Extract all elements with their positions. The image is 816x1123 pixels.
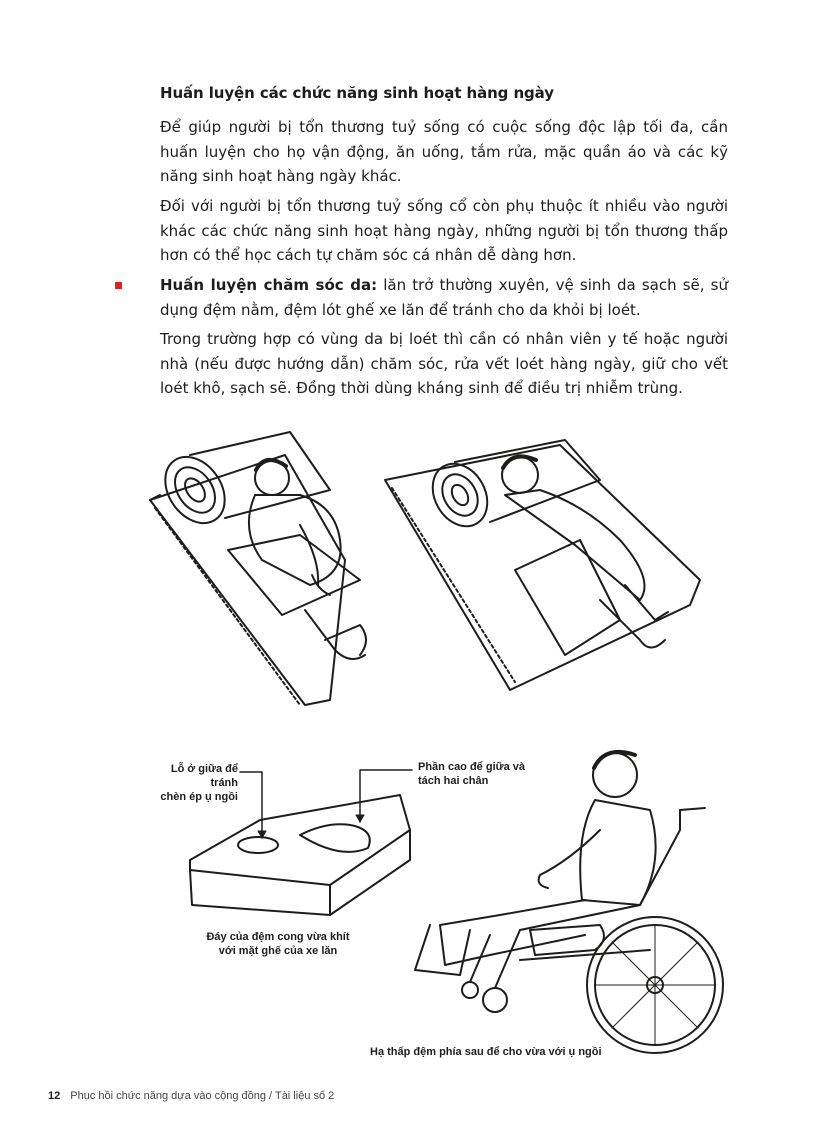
caption-lower-back: Hạ thấp đệm phía sau để cho vừa với ụ ngồi [370,1046,602,1058]
page-number: 12 [48,1090,61,1102]
caption-base: Đáy của đệm cong vừa khít với mặt ghế của xe lăn [206,931,350,957]
paragraph-text: Để giúp người bị tổn thương tuỷ sống có cuộc sống độc lập tối đa, cần huấn luyện cho họ vận động, ăn uống, tắm rửa, mặc quần áo và các kỹ năng sinh hoạt hàng ngày khác. [160,118,728,185]
bullet-text: lăn trở thường xuyên, vệ sinh da sạch sẽ, sử dụng đệm nằm, đệm lót ghế xe lăn để tránh cho da khỏi bị loét. [160,276,728,319]
caption-ridge: Phần cao để giữa và tách hai chân [418,761,526,787]
bullet-lead: Huấn luyện chăm sóc da: [160,276,378,294]
paragraph-text: Đối với người bị tổn thương tuỷ sống cổ còn phụ thuộc ít nhiều vào người khác các chức năng sinh hoạt hàng ngày, những người bị tổn thương thấp hơn có thể học cách tự chăm sóc cá nhân dễ dàng hơn. [160,197,728,264]
paragraph-text: Trong trường hợp có vùng da bị loét thì cần có nhân viên y tế hoặc người nhà (nếu được hướng dẫn) chăm sóc, rửa vết loét hàng ngày, giữ cho vết loét khô, sạch sẽ. Đồng thời dùng kháng sinh để điều trị nhiễm trùng. [160,330,728,397]
caption-hole: Lỗ ở giữa để tránh chèn ép ụ ngồi [160,763,238,803]
wheelchair-illustration [415,752,723,1053]
page-footer [48,1090,334,1102]
mat-illustration-right [385,440,700,690]
mat-illustration-left [150,432,366,705]
footer-text: Phục hồi chức năng dựa vào cộng đồng / Tài liệu số 2 [70,1090,335,1102]
section-heading: Huấn luyện các chức năng sinh hoạt hàng ngày [160,84,554,102]
